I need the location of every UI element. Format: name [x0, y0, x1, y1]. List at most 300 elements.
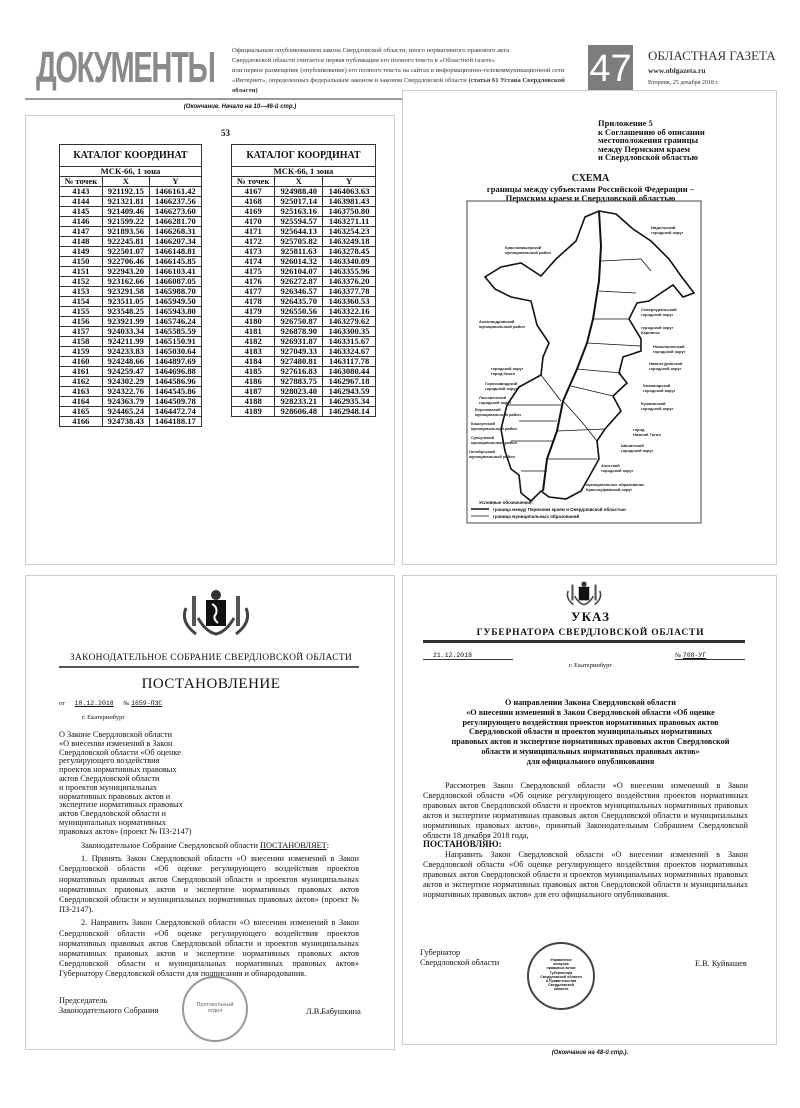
subject-line: проектов нормативных правовых	[59, 765, 177, 775]
point-number: 4149	[60, 247, 103, 257]
point-number: 4147	[60, 227, 103, 237]
continued-from: (Окончание. Начало на 10—46-й стр.)	[183, 104, 297, 110]
y-coordinate: 1463300.35	[323, 327, 376, 337]
map-label: городской округ	[485, 386, 518, 391]
point-number: 4152	[60, 277, 103, 287]
col-header-point: № точек	[60, 177, 103, 187]
map-label: городской округ	[621, 448, 654, 453]
decree-paragraph: Рассмотрев Закон Свердловской области «О внесении изменений в Закон Свердловской области «Об оценке регулирующего воздействия проектов нормативных правовых актов Свердловской области и проектов муниципальных нормативных правовых актов и экспертизе нормативных правовых актов Свердловской области и муниципальных нормативных правовых актов», принятый Законодательным Собранием Свердловской области 18 декабря 2018 года,	[423, 781, 748, 840]
map-label: Суксунский	[471, 435, 495, 440]
point-number: 4186	[232, 377, 275, 387]
point-number: 4162	[60, 377, 103, 387]
point-number: 4189	[232, 407, 275, 417]
map-label: городской округ	[651, 230, 684, 235]
table-row	[60, 247, 202, 257]
point-number: 4155	[60, 307, 103, 317]
map-label: Кишертский	[471, 421, 495, 426]
map-label: муниципальный район	[479, 324, 525, 329]
y-coordinate: 1463271.11	[323, 217, 376, 227]
x-coordinate: 924465.24	[102, 407, 149, 417]
decree-date: 21.12.2018	[423, 652, 513, 660]
subject-line: «О внесении изменений в Закон	[59, 738, 173, 748]
point-number: 4170	[232, 217, 275, 227]
map-label: муниципальный район	[471, 440, 517, 445]
y-coordinate: 1466087.05	[149, 277, 201, 287]
x-coordinate: 922245.81	[102, 237, 149, 247]
preamble-resolve: ПОСТАНОВЛЯЕТ	[259, 841, 327, 850]
table-row	[60, 377, 202, 387]
appendix-line: Приложение 5	[598, 118, 653, 128]
title-line: для официального опубликования	[526, 756, 655, 766]
table-row	[232, 327, 376, 337]
x-coordinate: 922501.07	[102, 247, 149, 257]
table-row	[60, 197, 202, 207]
point-number: 4184	[232, 357, 275, 367]
point-number: 4150	[60, 257, 103, 267]
subject-line: правовых актов» (проект № ПЗ-2147)	[59, 826, 192, 836]
point-number: 4167	[232, 187, 275, 197]
table-row	[232, 277, 376, 287]
y-coordinate: 1463254.23	[323, 227, 376, 237]
resolution-signer-title	[59, 996, 158, 1016]
point-number: 4146	[60, 217, 103, 227]
point-number: 4177	[232, 287, 275, 297]
x-coordinate: 924248.66	[102, 357, 149, 367]
point-number: 4171	[232, 227, 275, 237]
publication-notice	[232, 46, 584, 96]
decree-signer-name: Е.В. Куйвашев	[695, 959, 747, 968]
map-label: Горнозаводский	[485, 381, 518, 386]
y-coordinate: 1462948.14	[323, 407, 376, 417]
point-number: 4188	[232, 397, 275, 407]
map-label: городской округ	[649, 366, 682, 371]
table-row	[60, 347, 202, 357]
resolution-subject	[59, 731, 192, 837]
x-coordinate: 921893.56	[102, 227, 149, 237]
y-coordinate: 1463322.16	[323, 307, 376, 317]
point-number: 4178	[232, 297, 275, 307]
coordinates-table-2	[231, 144, 376, 417]
x-coordinate: 928023.40	[275, 387, 323, 397]
table-row	[232, 247, 376, 257]
table-row	[232, 317, 376, 327]
x-coordinate: 924259.47	[102, 367, 149, 377]
x-coordinate: 926014.32	[275, 257, 323, 267]
point-number: 4151	[60, 267, 103, 277]
legend-item: граница между Пермским краем и Свердловской областью	[493, 507, 626, 512]
table-row	[232, 387, 376, 397]
x-coordinate: 927480.81	[275, 357, 323, 367]
map-label: городской округ	[641, 312, 674, 317]
y-coordinate: 1464509.78	[149, 397, 201, 407]
appendix-line: к Соглашению об описании	[598, 126, 705, 137]
table-row	[232, 267, 376, 277]
subject-line: экспертизе нормативных правовых	[59, 800, 183, 810]
map-label: муниципальный район	[471, 426, 517, 431]
y-coordinate: 1463278.45	[323, 247, 376, 257]
map-label: город	[633, 427, 645, 432]
y-coordinate: 1465585.59	[149, 327, 201, 337]
y-coordinate: 1465949.50	[149, 297, 201, 307]
title-line: «О внесении изменений в Закон Свердловской области «Об оценке	[466, 707, 715, 717]
x-coordinate: 926750.87	[275, 317, 323, 327]
table-row	[60, 317, 202, 327]
table-row	[232, 227, 376, 237]
point-number: 4179	[232, 307, 275, 317]
map-label: Лысьвенский	[479, 395, 507, 400]
y-coordinate: 1464897.69	[149, 357, 201, 367]
preamble: Законодательное Собрание Свердловской области	[81, 841, 260, 850]
map-label: Ачитский	[601, 463, 620, 468]
table-row	[60, 327, 202, 337]
y-coordinate: 1462943.59	[323, 387, 376, 397]
map-label: городской округ	[641, 325, 674, 330]
map-label: муниципальный район	[505, 250, 551, 255]
table-row	[232, 307, 376, 317]
point-number: 4154	[60, 297, 103, 307]
decree-resolve: ПОСТАНОВЛЯЮ:	[423, 839, 502, 850]
decree-body	[423, 781, 748, 900]
table-row	[60, 217, 202, 227]
y-coordinate: 1462935.34	[323, 397, 376, 407]
y-coordinate: 1466145.85	[149, 257, 201, 267]
resolution-type: ПОСТАНОВЛЕНИЕ	[141, 676, 281, 692]
table-row	[232, 187, 376, 197]
col-header-point: № точек	[232, 177, 275, 187]
stamp-text: Губернатора	[549, 970, 573, 975]
table-row	[232, 397, 376, 407]
point-number: 4159	[60, 347, 103, 357]
title-line: области и муниципальных нормативных правовых актов»	[481, 746, 700, 756]
seal-stamp	[182, 976, 248, 1042]
x-coordinate: 924738.43	[102, 417, 149, 427]
map-label: муниципальный район	[475, 412, 521, 417]
y-coordinate: 1466103.41	[149, 267, 201, 277]
map-label: Октябрьский	[469, 449, 495, 454]
notice-bold: (статья 61 Устава Свердловской области)	[232, 77, 565, 94]
point-number: 4180	[232, 317, 275, 327]
signer-title-line: Председатель	[59, 996, 108, 1005]
subject-line: и проектов муниципальных	[59, 782, 158, 792]
x-coordinate: 924302.29	[102, 377, 149, 387]
subject-line: регулирующего воздействия	[59, 756, 160, 766]
notice-line: или первое размещение (опубликование) его полного текста на сайтах в информационно-телекоммуникационной сети	[232, 67, 565, 74]
decree-title	[403, 698, 778, 767]
source-page-number: 53	[221, 128, 230, 138]
y-coordinate: 1463080.44	[323, 367, 376, 377]
map-label: городской округ	[653, 349, 686, 354]
point-number: 4158	[60, 337, 103, 347]
notice-line: Свердловской области считается первая публикация его полного текста в «Областной газете»	[232, 57, 495, 64]
resolution-date-line	[59, 700, 162, 707]
resolution-item-1: 1. Принять Закон Свердловской области «О внесении изменений в Закон Свердловской области «Об оценке регулирующего воздействия проектов нормативных правовых актов Свердловской области и проектов муниципальных нормативных правовых актов и экспертизе нормативных правовых актов Свердловской области и муниципальных нормативных правовых актов» (проект № ПЗ-2147).	[59, 854, 359, 915]
table-row	[60, 297, 202, 307]
number-prefix: №	[123, 700, 130, 707]
y-coordinate: 1463360.53	[323, 297, 376, 307]
table-row	[60, 287, 202, 297]
point-number: 4175	[232, 267, 275, 277]
table-row	[60, 367, 202, 377]
resolution-org: ЗАКОНОДАТЕЛЬНОЕ СОБРАНИЕ СВЕРДЛОВСКОЙ ОБЛАСТИ	[69, 653, 353, 663]
y-coordinate: 1463750.80	[323, 207, 376, 217]
y-coordinate: 1464472.74	[149, 407, 201, 417]
table-row	[232, 407, 376, 417]
resolution-body: Законодательное Собрание Свердловской области ПОСТАНОВЛЯЕТ: 1. Принять Закон Свердловской области «О внесении изменений в Закон Свердловской области «Об оценке регулирующего воздействия проектов нормативных правовых актов Свердловской области и проектов муниципальных нормативных правовых актов и экспертизе нормативных правовых актов Свердловской области и муниципальных нормативных правовых актов» (проект № ПЗ-2147). 2. Направить Закон Свердловской области «О внесении изменений в Закон Свердловской области «Об оценке регулирующего воздействия проектов нормативных правовых актов Свердловской области и проектов муниципальных нормативных правовых актов и экспертизе нормативных правовых актов Свердловской области и муниципальных нормативных правовых актов» Губернатору Свердловской области для подписания и обнародования.	[59, 841, 359, 979]
resolution-panel	[25, 575, 395, 1050]
y-coordinate: 1463249.18	[323, 237, 376, 247]
y-coordinate: 1463377.78	[323, 287, 376, 297]
col-header-y: Y	[149, 177, 201, 187]
subject-line: актов Свердловской области и	[59, 809, 166, 819]
y-coordinate: 1463117.78	[323, 357, 376, 367]
point-number: 4169	[232, 207, 275, 217]
map-label: Североуральский	[641, 307, 677, 312]
point-number: 4187	[232, 387, 275, 397]
table-row	[60, 207, 202, 217]
decree-panel	[402, 575, 777, 1045]
legend-item: граница муниципальных образований	[493, 514, 580, 519]
resolution-item-2: 2. Направить Закон Свердловской области «О внесении изменений в Закон Свердловской области «Об оценке регулирующего воздействия проектов нормативных правовых актов Свердловской области и проектов муниципальных нормативных правовых актов и экспертизе нормативных правовых актов Свердловской области и муниципальных нормативных правовых актов» Губернатору Свердловской области для подписания и обнародования.	[59, 918, 359, 979]
table-row	[60, 397, 202, 407]
point-number: 4148	[60, 237, 103, 247]
y-coordinate: 1466207.34	[149, 237, 201, 247]
point-number: 4163	[60, 387, 103, 397]
table-row	[232, 197, 376, 207]
x-coordinate: 925705.82	[275, 237, 323, 247]
x-coordinate: 922706.46	[102, 257, 149, 267]
table-row	[232, 357, 376, 367]
map-label: Кушвинский	[641, 401, 666, 406]
x-coordinate: 923921.99	[102, 317, 149, 327]
perm-sverdlovsk-border	[543, 211, 601, 491]
subtitle-line: границы между субъектами Российской Федерации –	[486, 184, 695, 194]
resolution-city: г. Екатеринбург	[82, 714, 126, 721]
map-label: Александровский	[479, 319, 515, 324]
signer-title-line: Губернатор	[420, 948, 461, 957]
continued-to: (Окончание на 48-й стр.).	[551, 1050, 629, 1056]
table-row	[232, 377, 376, 387]
y-coordinate: 1463340.09	[323, 257, 376, 267]
x-coordinate: 926435.70	[275, 297, 323, 307]
subtitle-line: Пермским краем и Свердловской областью	[505, 192, 676, 203]
resolution-date: 18.12.2018	[74, 700, 114, 707]
y-coordinate: 1463376.20	[323, 277, 376, 287]
point-number: 4166	[60, 417, 103, 427]
y-coordinate: 1464545.86	[149, 387, 201, 397]
title-line: Свердловской области и проектов муниципальных нормативных	[468, 727, 713, 737]
stamp-text: Свердловской	[548, 983, 574, 988]
org-divider	[59, 666, 359, 668]
y-coordinate: 1465030.64	[149, 347, 201, 357]
subject-line: муниципальных нормативных	[59, 817, 166, 827]
y-coordinate: 1463981.43	[323, 197, 376, 207]
table-row	[60, 187, 202, 197]
x-coordinate: 925163.16	[275, 207, 323, 217]
decree-number: 708-УГ	[682, 652, 707, 659]
resolution-number: 1659-ПЗС	[131, 700, 163, 707]
x-coordinate: 927883.75	[275, 377, 323, 387]
x-coordinate: 926272.87	[275, 277, 323, 287]
newspaper-name: ОБЛАСТНАЯ ГАЗЕТА	[648, 48, 776, 63]
table-row	[60, 337, 202, 347]
y-coordinate: 1466148.81	[149, 247, 201, 257]
x-coordinate: 925017.14	[275, 197, 323, 207]
stamp-text: области	[553, 987, 569, 992]
x-coordinate: 928233.21	[275, 397, 323, 407]
stamp-text: и Правительства	[545, 979, 577, 984]
table-row	[60, 237, 202, 247]
table-row	[60, 407, 202, 417]
x-coordinate: 927616.83	[275, 367, 323, 377]
map-label: город Кизел	[491, 371, 516, 376]
x-coordinate: 923291.58	[102, 287, 149, 297]
table-subtitle: МСК-66, 1 зона	[232, 167, 376, 177]
x-coordinate: 924322.76	[102, 387, 149, 397]
point-number: 4143	[60, 187, 103, 197]
x-coordinate: 928606.48	[275, 407, 323, 417]
y-coordinate: 1463315.67	[323, 337, 376, 347]
subject-line: О Законе Свердловской области	[59, 730, 173, 739]
point-number: 4176	[232, 277, 275, 287]
x-coordinate: 925644.13	[275, 227, 323, 237]
y-coordinate: 1464188.17	[149, 417, 201, 427]
scheme-title: СХЕМА	[571, 173, 610, 184]
y-coordinate: 1463355.96	[323, 267, 376, 277]
decree-org: ГУБЕРНАТОРА СВЕРДЛОВСКОЙ ОБЛАСТИ	[476, 628, 705, 638]
x-coordinate: 923511.05	[102, 297, 149, 307]
seal-stamp	[527, 942, 595, 1010]
table-row	[60, 227, 202, 237]
table-row	[232, 257, 376, 267]
point-number: 4153	[60, 287, 103, 297]
notice-line: «Интернет», определенных федеральным законом и законом Свердловской области	[232, 77, 467, 84]
title-line: О направлении Закона Свердловской области	[505, 698, 676, 707]
x-coordinate: 923548.25	[102, 307, 149, 317]
coordinate-catalog-panel	[25, 115, 395, 565]
map-label: Карпинск	[641, 330, 660, 335]
title-line: регулирующего воздействия проектов нормативных правовых актов	[462, 717, 719, 727]
y-coordinate: 1465150.91	[149, 337, 201, 347]
point-number: 4183	[232, 347, 275, 357]
point-number: 4165	[60, 407, 103, 417]
point-number: 4182	[232, 337, 275, 347]
appendix-line: местоположения границы	[598, 135, 699, 145]
x-coordinate: 921321.81	[102, 197, 149, 207]
x-coordinate: 924233.83	[102, 347, 149, 357]
stamp-text: Свердловской области	[540, 974, 582, 979]
map-label: городской округ	[643, 388, 676, 393]
number-prefix: №	[675, 652, 682, 659]
map-label: Качканарский	[643, 383, 671, 388]
map-label: Новолялинский	[653, 344, 685, 349]
page-number: 47	[588, 45, 633, 93]
table-row	[60, 307, 202, 317]
col-header-x: X	[102, 177, 149, 187]
table-row	[232, 347, 376, 357]
coordinates-table-1	[59, 144, 202, 427]
table-title: КАТАЛОГ КООРДИНАТ	[232, 145, 376, 167]
y-coordinate: 1462967.18	[323, 377, 376, 387]
table-row	[60, 417, 202, 427]
appendix-line: и Свердловской областью	[598, 152, 699, 162]
map-label: Красноуфимский округ	[586, 487, 633, 492]
legend-title: Условные обозначения:	[479, 500, 533, 505]
y-coordinate: 1465746.24	[149, 317, 201, 327]
decree-city: г. Екатеринбург	[568, 662, 613, 669]
x-coordinate: 924033.34	[102, 327, 149, 337]
table-row	[232, 217, 376, 227]
decree-paragraph: Направить Закон Свердловской области «О внесении изменений в Закон Свердловской области «Об оценке регулирующего воздействия проектов нормативных правовых актов Свердловской области и проектов муниципальных нормативных правовых актов и экспертизе нормативных правовых актов Свердловской области и муниципальных нормативных правовых актов» для его официального опубликования.	[423, 850, 748, 899]
date-prefix: от	[59, 700, 66, 707]
map-label: Березовский	[475, 407, 501, 412]
y-coordinate: 1466281.70	[149, 217, 201, 227]
map-label: Нижний Тагил	[633, 432, 661, 437]
x-coordinate: 927049.33	[275, 347, 323, 357]
y-coordinate: 1463324.67	[323, 347, 376, 357]
map-label: городской округ	[641, 406, 674, 411]
point-number: 4173	[232, 247, 275, 257]
map-label: городской округ	[601, 468, 634, 473]
signer-title-line: Свердловской области	[420, 958, 500, 968]
boundary-map	[403, 91, 778, 566]
table-row	[232, 297, 376, 307]
x-coordinate: 925594.57	[275, 217, 323, 227]
x-coordinate: 921192.15	[102, 187, 149, 197]
x-coordinate: 922943.20	[102, 267, 149, 277]
map-label: Ивдельский	[651, 225, 676, 230]
map-label: Нижнетуринский	[649, 361, 683, 366]
point-number: 4144	[60, 197, 103, 207]
x-coordinate: 923162.66	[102, 277, 149, 287]
point-number: 4164	[60, 397, 103, 407]
y-coordinate: 1464696.88	[149, 367, 201, 377]
table-row	[60, 387, 202, 397]
subject-line: нормативных правовых актов и	[59, 791, 171, 801]
map-label: Шалинский	[621, 443, 644, 448]
y-coordinate: 1466273.60	[149, 207, 201, 217]
x-coordinate: 926104.07	[275, 267, 323, 277]
point-number: 4174	[232, 257, 275, 267]
table-row	[232, 237, 376, 247]
stamp-text: Управление	[550, 958, 572, 962]
table-row	[60, 277, 202, 287]
coat-of-arms-icon	[176, 588, 256, 636]
point-number: 4156	[60, 317, 103, 327]
boundary-scheme-panel	[402, 90, 777, 565]
col-header-x: X	[275, 177, 323, 187]
stamp-text: правовых актов	[546, 966, 576, 971]
y-coordinate: 1466161.42	[149, 187, 201, 197]
y-coordinate: 1463279.62	[323, 317, 376, 327]
y-coordinate: 1466237.56	[149, 197, 201, 207]
map-label: муниципальное образование	[586, 482, 645, 487]
x-coordinate: 924988.40	[275, 187, 323, 197]
coat-of-arms-icon	[563, 579, 605, 607]
x-coordinate: 921409.46	[102, 207, 149, 217]
y-coordinate: 1464586.96	[149, 377, 201, 387]
decree-signer-title	[420, 948, 499, 968]
website-link[interactable]: www.oblgazeta.ru	[648, 66, 706, 75]
title-line: правовых актов и экспертизе нормативных правовых актов Свердловской	[451, 737, 730, 747]
x-coordinate: 926550.56	[275, 307, 323, 317]
signer-title-line: Законодательного Собрания	[59, 1006, 159, 1016]
table-subtitle: МСК-66, 1 зона	[60, 167, 202, 177]
x-coordinate: 926931.87	[275, 337, 323, 347]
y-coordinate: 1464063.63	[323, 187, 376, 197]
point-number: 4145	[60, 207, 103, 217]
subject-line: актов Свердловской области	[59, 773, 160, 783]
table-row	[60, 357, 202, 367]
